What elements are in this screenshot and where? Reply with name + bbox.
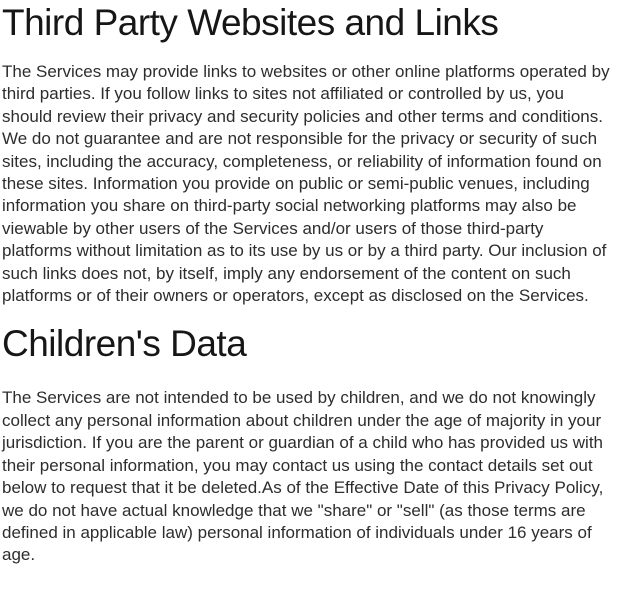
- section-heading-childrens-data: Children's Data: [2, 323, 247, 365]
- section-third-party-websites-and-links: [2, 2, 611, 307]
- section-paragraph-third-party-websites-and-links: The Services may provide links to websites or other online platforms operated by third parties. If you follow links to sites not affiliated or controlled by us, you should review their privacy and security policies and other terms and conditions. We do not guarantee and are not responsible for the privacy or security of such sites, including the accuracy, completeness, or reliability of information found on these sites. Information you provide on public or semi-public venues, including information you share on third-party social networking platforms may also be viewable by other users of the Services and/or users of those third-party platforms without limitation as to its use by us or by a third party. Our inclusion of such links does not, by itself, imply any endorsement of the content on such platforms or of their owners or operators, except as disclosed on the Services.: [2, 62, 610, 306]
- section-paragraph-childrens-data: The Services are not intended to be used by children, and we do not knowingly collect any personal information about children under the age of majority in your jurisdiction. If you are the parent or guardian of a child who has provided us with their personal information, you may contact us using the contact details set out below to request that it be deleted.As of the Effective Date of this Privacy Policy, we do not have actual knowledge that we "share" or "sell" (as those terms are defined in applicable law) personal information of individuals under 16 years of age.: [2, 388, 604, 565]
- section-heading-third-party-websites-and-links: Third Party Websites and Links: [2, 2, 499, 43]
- section-childrens-data: [2, 323, 611, 566]
